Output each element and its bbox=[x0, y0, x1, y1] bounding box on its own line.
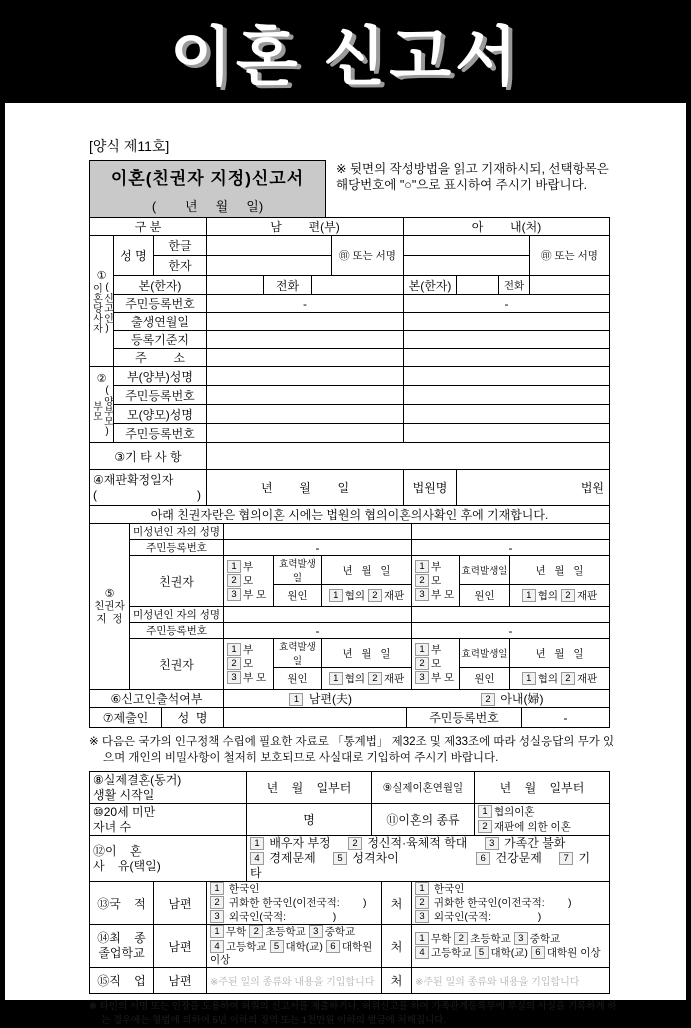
form-number: [양식 제11호] bbox=[89, 138, 170, 154]
custodian-label: 친권자 bbox=[130, 556, 224, 607]
section2-vlabel-1: 부모 bbox=[90, 401, 102, 421]
wife-address-field[interactable] bbox=[404, 349, 610, 367]
wife-bon-label: 본(한자) bbox=[404, 276, 457, 295]
custodian1-options[interactable]: 1 부 2 모 3 부 모 bbox=[224, 556, 274, 607]
section10-label: ⑩20세 미만 자녀 수 bbox=[90, 804, 247, 836]
other-matters-field[interactable] bbox=[207, 443, 610, 470]
wife-jumin-field[interactable]: - bbox=[404, 295, 610, 313]
cause3-options[interactable]: 1 협의 2 재판 bbox=[322, 668, 412, 690]
attendance-options bbox=[224, 690, 610, 708]
education-husband-label: 남편 bbox=[154, 925, 207, 967]
minor1-name-field[interactable] bbox=[224, 524, 412, 540]
section2-vertical-label: ② 부모 (양부모) bbox=[90, 367, 114, 443]
cause-label-1: 원인 bbox=[274, 585, 322, 607]
custodian3-options[interactable]: 1 부 2 모 3 부 모 bbox=[224, 639, 274, 690]
husband-mother-name-field[interactable] bbox=[207, 405, 404, 424]
attendance-husband-option[interactable]: 1 남편(夫) bbox=[289, 690, 352, 707]
section5-label: ⑤ 친권자 지 정 bbox=[90, 524, 130, 690]
wife-bon-field[interactable] bbox=[457, 276, 499, 295]
minor-jumin-label: 주민등록번호 bbox=[130, 540, 224, 556]
divorce-type-options[interactable]: 1 협의이혼 2 재판에 의한 이혼 bbox=[475, 804, 610, 836]
penalty-note: ※ 타인의 서명 또는 인장을 도용하여 허위의 신고서를 제출하거나, 허위신고를 하여 가족관계등록부에 부실의 사실을 기록하게 하는 경우에는 형법에 의하여 5년 이하의 징역 또는 1천만원 이하의 벌금에 처해집니다. bbox=[89, 1000, 617, 1027]
minor3-jumin-field[interactable]: - bbox=[224, 623, 412, 639]
wife-name-hanja-field[interactable] bbox=[404, 256, 530, 276]
wife-mother-jumin-field[interactable] bbox=[404, 424, 610, 443]
section5-label-2: 지 정 bbox=[96, 613, 123, 625]
cause-label-2: 원인 bbox=[460, 585, 510, 607]
nationality-husband-options[interactable]: 1 한국인 2 귀화한 한국인(이전국적: ) 3 외국인(국적: ) bbox=[207, 882, 382, 925]
minor4-jumin-field[interactable]: - bbox=[412, 623, 610, 639]
effective-date3-field[interactable]: 년 월 일 bbox=[322, 639, 412, 668]
header-table bbox=[89, 217, 610, 236]
section11-label: ⑪이혼의 종류 bbox=[372, 804, 475, 836]
banner-title: 이혼 신고서 bbox=[170, 20, 521, 93]
husband-father-jumin-field[interactable] bbox=[207, 386, 404, 405]
form-title-box bbox=[89, 160, 326, 218]
instructions-note: ※ 뒷면의 작성방법을 읽고 기재하시되, 선택항목은 해당번호에 "○"으로 표시하여 주시기 바랍니다. bbox=[336, 162, 609, 193]
minor2-jumin-field[interactable]: - bbox=[412, 540, 610, 556]
hanja-label: 한자 bbox=[154, 256, 207, 276]
effective-date-label-2: 효력발생일 bbox=[460, 556, 510, 585]
effective-date4-field[interactable]: 년 월 일 bbox=[510, 639, 610, 668]
nationality-wife-options[interactable]: 1 한국인 2 귀화한 한국인(이전국적: ) 3 외국인(국적: ) bbox=[412, 882, 610, 925]
mother-jumin-label: 주민등록번호 bbox=[114, 424, 207, 443]
address-label: 주 소 bbox=[114, 349, 207, 367]
section1-vlabel-2: (신고인) bbox=[101, 281, 113, 334]
cause4-options[interactable]: 1 협의 2 재판 bbox=[510, 668, 610, 690]
wife-mother-name-field[interactable] bbox=[404, 405, 610, 424]
occupation-husband-label: 남편 bbox=[154, 967, 207, 993]
custodian-label-b: 친권자 bbox=[130, 639, 224, 690]
submitter-jumin-field[interactable]: - bbox=[522, 708, 610, 728]
section1-vlabel-1: 이혼당사자 bbox=[90, 282, 102, 333]
minor-jumin-label-b: 주민등록번호 bbox=[130, 623, 224, 639]
wife-name-hangul-field[interactable] bbox=[404, 236, 530, 256]
section4-paren[interactable]: ( ) bbox=[93, 487, 202, 502]
section1-vertical-label: ① 이혼당사자 (신고인) bbox=[90, 236, 114, 367]
submitter-table bbox=[89, 707, 610, 728]
father-name-label: 부(양부)성명 bbox=[114, 367, 207, 386]
section13-label: ⑬국 적 bbox=[90, 882, 154, 925]
minor3-name-field[interactable] bbox=[224, 607, 412, 623]
page-banner bbox=[0, 0, 691, 103]
custodian4-options[interactable]: 1 부 2 모 3 부 모 bbox=[412, 639, 460, 690]
husband-jumin-field[interactable]: - bbox=[207, 295, 404, 313]
wife-phone-field[interactable] bbox=[530, 276, 610, 295]
husband-bon-field[interactable] bbox=[207, 276, 264, 295]
effective-date2-field[interactable]: 년 월 일 bbox=[510, 556, 610, 585]
judgment-date-field[interactable]: 년 월 일 bbox=[207, 470, 404, 506]
birth-label: 출생연월일 bbox=[114, 313, 207, 331]
court-name-field[interactable]: 법원 bbox=[457, 470, 610, 506]
section14-label: ⑭최 종 졸업학교 bbox=[90, 925, 154, 967]
cause1-options[interactable]: 1 협의 2 재판 bbox=[322, 585, 412, 607]
education-wife-label: 처 bbox=[382, 925, 412, 967]
minor-name-label-b: 미성년인 자의 성명 bbox=[130, 607, 224, 623]
minor2-name-field[interactable] bbox=[412, 524, 610, 540]
husband-mother-jumin-field[interactable] bbox=[207, 424, 404, 443]
husband-phone-field[interactable] bbox=[312, 276, 404, 295]
col-header-wife: 아 내(처) bbox=[404, 218, 610, 236]
submitter-name-field[interactable] bbox=[224, 708, 407, 728]
section8-label: ⑧실제결혼(동거) 생활 시작일 bbox=[90, 772, 247, 804]
jumin-label: 주민등록번호 bbox=[114, 295, 207, 313]
wife-seal-label: ㊞ 또는 서명 bbox=[530, 236, 610, 276]
submitter-jumin-label: 주민등록번호 bbox=[407, 708, 522, 728]
attendance-table bbox=[89, 689, 610, 708]
submitter-name-label: 성 명 bbox=[162, 708, 224, 728]
section15-label: ⑮직 업 bbox=[90, 967, 154, 993]
nationality-wife-label: 처 bbox=[382, 882, 412, 925]
husband-name-hangul-field[interactable] bbox=[207, 236, 332, 256]
custody-table bbox=[89, 523, 610, 690]
wife-father-jumin-field[interactable] bbox=[404, 386, 610, 405]
attendance-wife-option[interactable]: 2 아내(婦) bbox=[481, 690, 544, 707]
wife-father-name-field[interactable] bbox=[404, 367, 610, 386]
wife-regbase-field[interactable] bbox=[404, 331, 610, 349]
husband-seal-label: ㊞ 또는 서명 bbox=[332, 236, 404, 276]
husband-bon-label: 본(한자) bbox=[114, 276, 207, 295]
effective-date1-field[interactable]: 년 월 일 bbox=[322, 556, 412, 585]
section9-label: ⑨실제이혼연월일 bbox=[372, 772, 475, 804]
custodian2-options[interactable]: 1 부 2 모 3 부 모 bbox=[412, 556, 460, 607]
party-table bbox=[89, 235, 610, 524]
name-label: 성 명 bbox=[114, 236, 154, 276]
divorce-reason-options[interactable]: 1 배우자 부정 2 정신적·육체적 학대 3 가족간 불화 4 경제문제 5 성격차이 6 건강문제 7 기타 bbox=[247, 836, 610, 882]
section3-label: ③기 타 사 항 bbox=[90, 443, 207, 470]
col-header-husband: 남 편(부) bbox=[207, 218, 404, 236]
court-name-label: 법원명 bbox=[404, 470, 457, 506]
section2-vlabel-2: (양부모) bbox=[101, 385, 113, 437]
husband-father-name-field[interactable] bbox=[207, 367, 404, 386]
effective-date-label-4: 효력발생일 bbox=[460, 639, 510, 668]
form-date-line[interactable]: ( 년 월 일) bbox=[151, 199, 264, 214]
minor4-name-field[interactable] bbox=[412, 607, 610, 623]
husband-phone-label: 전화 bbox=[264, 276, 312, 295]
col-header-category: 구 분 bbox=[90, 218, 207, 236]
cause2-options[interactable]: 1 협의 2 재판 bbox=[510, 585, 610, 607]
husband-address-field[interactable] bbox=[207, 349, 404, 367]
husband-name-hanja-field[interactable] bbox=[207, 256, 332, 276]
husband-regbase-field[interactable] bbox=[207, 331, 404, 349]
form-title: 이혼(친권자 지정)신고서 bbox=[110, 169, 305, 188]
occupation-husband-field[interactable]: ※주된 일의 종류와 내용을 기입합니다 bbox=[207, 967, 382, 993]
wife-birth-field[interactable] bbox=[404, 313, 610, 331]
section5-label-1: 친권자 bbox=[94, 599, 125, 612]
section7-label: ⑦제출인 bbox=[90, 708, 162, 728]
occupation-wife-field[interactable]: ※주된 일의 종류와 내용을 기입합니다 bbox=[412, 967, 610, 993]
nationality-husband-label: 남편 bbox=[154, 882, 207, 925]
divorce-date-field[interactable]: 년 월 일부터 bbox=[475, 772, 610, 804]
section6-label: ⑥신고인출석여부 bbox=[90, 690, 224, 708]
education-wife-options[interactable]: 1 무학 2 초등학교 3 중학교 4 고등학교 5 대학(교) 6 대학원 이상 bbox=[412, 925, 610, 967]
wife-phone-label: 전화 bbox=[499, 276, 530, 295]
cause-label-3: 원인 bbox=[274, 668, 322, 690]
husband-birth-field[interactable] bbox=[207, 313, 404, 331]
hangul-label: 한글 bbox=[154, 236, 207, 256]
minor1-jumin-field[interactable]: - bbox=[224, 540, 412, 556]
children-count-field[interactable]: 명 bbox=[247, 804, 372, 836]
section12-label: ⑫이 혼 사 유(택일) bbox=[90, 836, 247, 882]
stats-table-2 bbox=[89, 881, 610, 994]
marriage-start-field[interactable]: 년 월 일부터 bbox=[247, 772, 372, 804]
occupation-wife-label: 처 bbox=[382, 967, 412, 993]
form-page bbox=[4, 103, 687, 1027]
minor-name-label: 미성년인 자의 성명 bbox=[130, 524, 224, 540]
statistics-note: ※ 다음은 국가의 인구정책 수립에 필요한 자료로 「통계법」 제32조 및 제33조에 따라 성실응답의 무가 있으며 개인의 비밀사항이 철저히 보호되므로 사실대로 기입하여 주시기 바랍니다. bbox=[89, 736, 615, 764]
registration-base-label: 등록기준지 bbox=[114, 331, 207, 349]
stats-table-1 bbox=[89, 771, 610, 836]
mother-name-label: 모(양모)성명 bbox=[114, 405, 207, 424]
effective-date-label-3: 효력발생일 bbox=[274, 639, 322, 668]
father-jumin-label: 주민등록번호 bbox=[114, 386, 207, 405]
education-husband-options[interactable]: 1 무학 2 초등학교 3 중학교 4 고등학교 5 대학(교) 6 대학원 이상 bbox=[207, 925, 382, 967]
effective-date-label-1: 효력발생일 bbox=[274, 556, 322, 585]
divorce-reason-table bbox=[89, 835, 610, 882]
cause-label-4: 원인 bbox=[460, 668, 510, 690]
custody-note: 아래 친권자란은 협의이혼 시에는 법원의 협의이혼의사확인 후에 기재합니다. bbox=[90, 506, 610, 524]
section4-label: ④재판확정일자 ( ) bbox=[90, 470, 207, 506]
